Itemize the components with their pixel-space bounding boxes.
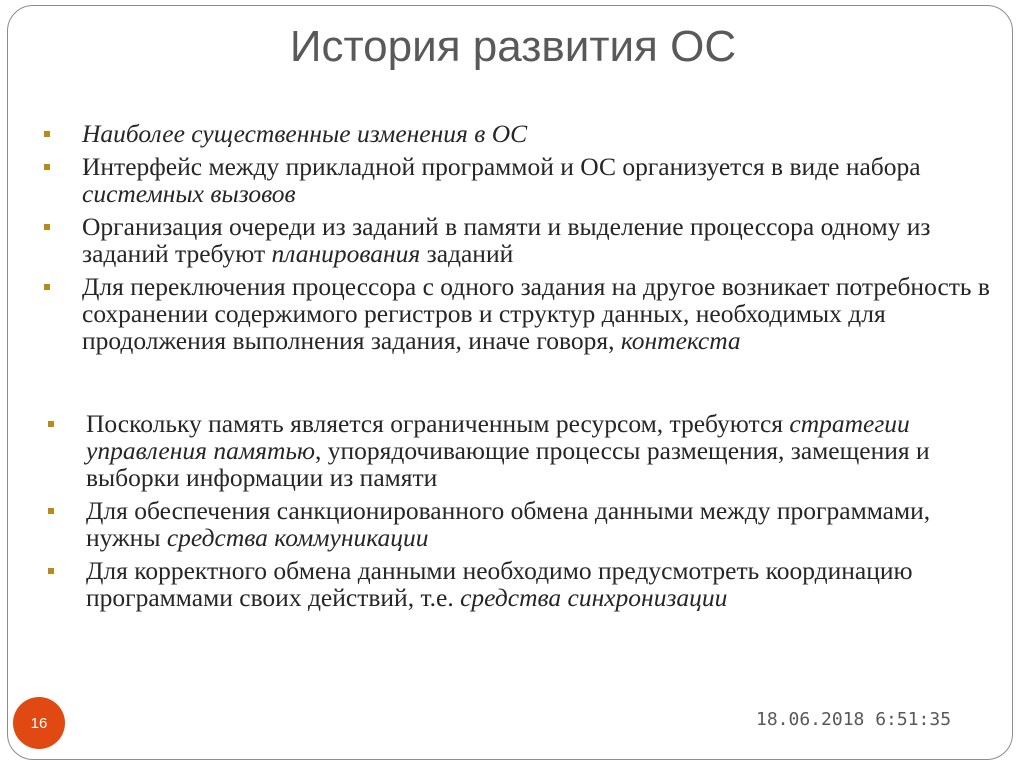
bullet-text-italic: планирования [271, 239, 421, 268]
page-number-badge: 16 [13, 697, 65, 749]
bullet-text: Интерфейс между прикладной программой и ОС организуется в виде набора [82, 152, 921, 181]
bullet-text: Для корректного обмена данными необходимо предусмотреть координацию программами своих действий, т.е. [86, 556, 913, 612]
bullet-text: Для переключения процессора с одного задания на другое возникает потребность в сохранении содержимого регистров и структур данных, необходимых для продолжения выполнения задания, иначе говоря, [82, 272, 990, 355]
bullet-text: Организация очереди из заданий в памяти и выделение процессора одному из заданий требуют [82, 212, 931, 268]
bullet-item [44, 120, 994, 147]
bullet-item [48, 410, 998, 491]
bullet-text: , упорядочивающие процессы размещения, замещения и выборки информации из памяти [86, 436, 930, 492]
bullet-square-icon [44, 224, 50, 230]
bullet-text: Для обеспечения санкционированного обмена данными между программами, нужны [86, 496, 931, 552]
bullet-text: заданий [420, 239, 514, 268]
bullet-square-icon [48, 508, 54, 514]
bullet-text-italic: контекста [620, 326, 741, 355]
bullet-text: Поскольку память является ограниченным ресурсом, требуются [86, 409, 790, 438]
bullet-text-italic: средства синхронизации [460, 583, 728, 612]
bullet-square-icon [48, 568, 54, 574]
bullet-list-primary [44, 120, 994, 360]
bullet-item [44, 153, 994, 207]
bullet-item [44, 273, 994, 354]
bullet-square-icon [44, 131, 50, 137]
bullet-item [44, 213, 994, 267]
bullet-text-italic: стратегии управления памятью [86, 409, 910, 465]
bullet-item [48, 497, 998, 551]
bullet-square-icon [44, 284, 50, 290]
bullet-square-icon [48, 421, 54, 427]
bullet-text-italic: системных вызовов [82, 179, 296, 208]
slide-title: История развития ОС [289, 22, 737, 71]
bullet-square-icon [44, 164, 50, 170]
bullet-text-italic: Наиболее существенные изменения в ОС [82, 119, 528, 148]
slide [7, 5, 1013, 760]
slide-date: 18.06.2018 6:51:35 [756, 709, 952, 730]
bullet-list-secondary [48, 410, 998, 617]
bullet-item [48, 557, 998, 611]
bullet-text-italic: средства коммуникации [166, 523, 429, 552]
